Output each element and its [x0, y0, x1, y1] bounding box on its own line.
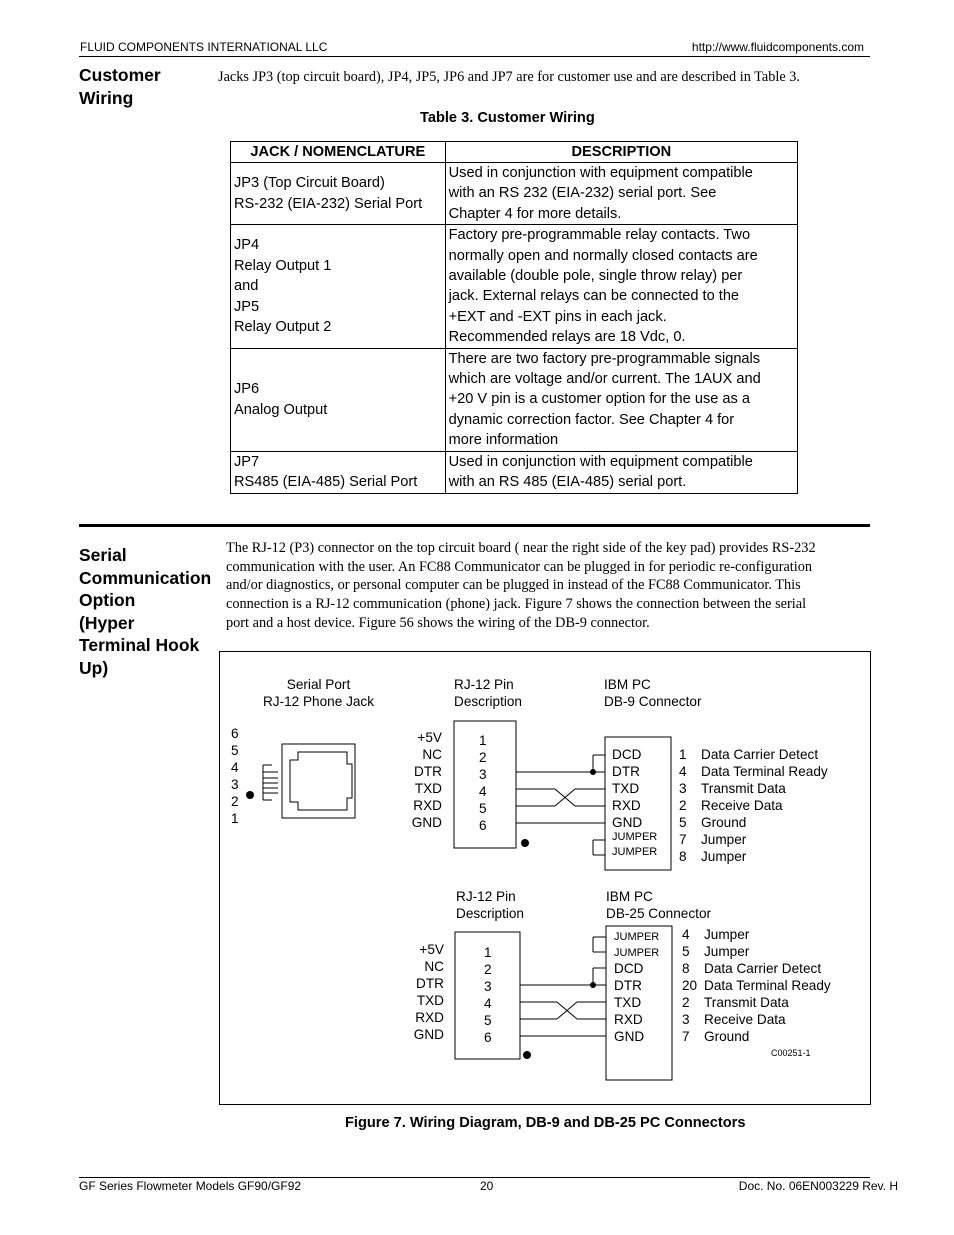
list-item: 3 Receive Data: [682, 1012, 786, 1027]
jack-cell: JP3 (Top Circuit Board) RS-232 (EIA-232) Serial Port: [231, 163, 446, 225]
jack-cell: JP7 RS485 (EIA-485) Serial Port: [231, 451, 446, 493]
header-rule: [79, 56, 870, 57]
header-company: FLUID COMPONENTS INTERNATIONAL LLC: [80, 40, 328, 54]
table-row: [231, 225, 798, 348]
list-item: 20 Data Terminal Ready: [682, 978, 831, 993]
list-item: 4 Data Terminal Ready: [679, 764, 828, 779]
jack-pin-numbers: 6 5 4 3 2 1: [231, 726, 239, 826]
db25-pc-label: IBM PC DB-25 Connector: [606, 889, 712, 921]
db9-rj12-label: RJ-12 Pin Description: [454, 677, 522, 709]
description-cell: Factory pre-programmable relay contacts. Two normally open and normally closed contacts are available (double pole, single throw relay) per jack. External relays can be connected to the +EXT and -EXT pins in each jack. Recommended relays are 18 Vdc, 0.: [445, 225, 797, 348]
junction-dot: [590, 769, 596, 775]
column-header: DESCRIPTION: [445, 142, 797, 163]
serial-port-label: Serial Port RJ-12 Phone Jack: [262, 677, 375, 709]
table-title: Table 3. Customer Wiring: [420, 110, 595, 126]
list-item: 3 Transmit Data: [679, 781, 786, 796]
pin6-dot: [523, 1051, 531, 1059]
list-item: 8 Jumper: [679, 849, 747, 864]
jack-cell: JP6 Analog Output: [231, 348, 446, 451]
list-item: 4 Jumper: [682, 927, 750, 942]
table-row: [231, 163, 798, 225]
table-row: [231, 451, 798, 493]
list-item: 5 Ground: [679, 815, 747, 830]
db25-pin-list: [682, 926, 831, 1045]
figure-caption: Figure 7. Wiring Diagram, DB-9 and DB-25 PC Connectors: [345, 1115, 746, 1131]
customer-wiring-heading: Customer Wiring: [79, 65, 161, 108]
description-cell: Used in conjunction with equipment compatible with an RS 232 (EIA-232) serial port. See Chapter 4 for more details.: [445, 163, 797, 225]
db25-rj12-signals: +5V NC DTR TXD RXD GND: [413, 942, 444, 1042]
footer-title: GF Series Flowmeter Models GF90/GF92: [79, 1179, 302, 1193]
serial-section-heading: Serial Communication Option (Hyper Terminal Hook Up): [79, 545, 212, 678]
list-item: 7 Jumper: [679, 832, 747, 847]
db25-rj12-label: RJ-12 Pin Description: [456, 889, 524, 921]
table-row: [231, 348, 798, 451]
db25-jumper-labels: JUMPER JUMPER: [614, 931, 660, 959]
section-divider: [79, 524, 870, 527]
db9-pin-list: [679, 746, 828, 865]
footer-page-number: 20: [480, 1179, 494, 1193]
jack-cell: JP4 Relay Output 1 and JP5 Relay Output 2: [231, 225, 446, 348]
customer-wiring-intro: Jacks JP3 (top circuit board), JP4, JP5, JP6 and JP7 are for customer use and are described in Table 3.: [218, 69, 801, 85]
junction-dot: [590, 982, 596, 988]
rj12-jack-drawing: [263, 744, 355, 818]
pin6-dot: [521, 839, 529, 847]
wiring-diagram: [219, 651, 871, 1105]
db9-pc-label: IBM PC DB-9 Connector: [604, 677, 702, 709]
db9-rj12-pins: 1 2 3 4 5 6: [479, 733, 487, 833]
db9-pc-signals: DCD DTR TXD RXD GND: [612, 747, 643, 830]
list-item: 7 Ground: [682, 1029, 750, 1044]
drawing-code: C00251-1: [771, 1048, 811, 1058]
pin1-dot: [246, 791, 254, 799]
column-header: JACK / NOMENCLATURE: [231, 142, 446, 163]
list-item: 5 Jumper: [682, 944, 750, 959]
list-item: 1 Data Carrier Detect: [679, 747, 819, 762]
footer-rule: [79, 1177, 870, 1178]
db25-pc-signals: DCD DTR TXD RXD GND: [614, 961, 645, 1044]
customer-wiring-table: [230, 141, 798, 494]
header-url: http://www.fluidcomponents.com: [691, 40, 864, 54]
list-item: 8 Data Carrier Detect: [682, 961, 822, 976]
db9-jumper-labels: JUMPER JUMPER: [612, 831, 658, 858]
db25-rj12-pins: 1 2 3 4 5 6: [484, 945, 492, 1045]
footer-doc-number: Doc. No. 06EN003229 Rev. H: [738, 1179, 898, 1193]
description-cell: Used in conjunction with equipment compatible with an RS 485 (EIA-485) serial port.: [445, 451, 797, 493]
table-header-row: [231, 142, 798, 163]
db9-rj12-signals: +5V NC DTR TXD RXD GND: [411, 730, 442, 830]
list-item: 2 Transmit Data: [682, 995, 789, 1010]
list-item: 2 Receive Data: [679, 798, 783, 813]
serial-section-body: The RJ-12 (P3) connector on the top circuit board ( near the right side of the key pad) provides RS-232 communication with the user. An FC88 Communicator can be plugged in for periodic re-configuration and/or diagnostics, or personal computer can be plugged in instead of the FC88 Communicator. This connection is a RJ-12 communication (phone) jack. Figure 7 shows the connection between the serial port and a host device. Figure 56 shows the wiring of the DB-9 connector.: [226, 540, 816, 631]
description-cell: There are two factory pre-programmable signals which are voltage and/or current. The 1AUX and +20 V pin is a customer option for the use as a dynamic correction factor. See Chapter 4 for more information: [445, 348, 797, 451]
